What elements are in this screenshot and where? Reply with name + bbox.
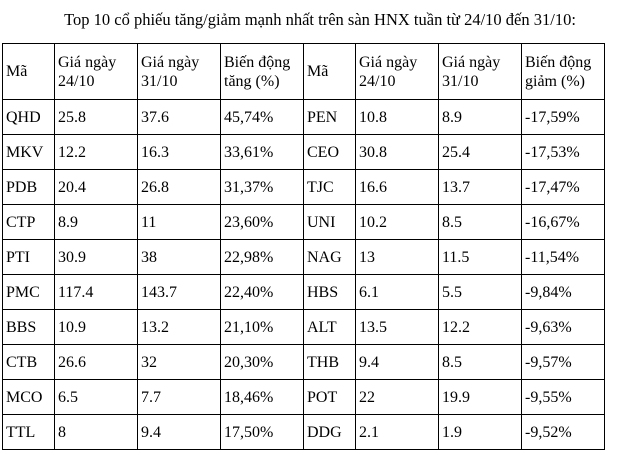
gainer-change: 17,50% [221, 415, 304, 450]
loser-price-2410: 22 [356, 380, 439, 415]
table-row [3, 170, 605, 205]
gainer-price-3110: 7.7 [138, 380, 221, 415]
gainer-code: TTL [3, 415, 55, 450]
loser-change: -17,47% [522, 170, 605, 205]
gainer-price-2410: 26.6 [55, 345, 138, 380]
loser-price-3110: 12.2 [439, 310, 522, 345]
header-price-3110-gainers: Giá ngày 31/10 [138, 44, 221, 100]
gainer-price-2410: 20.4 [55, 170, 138, 205]
gainer-price-2410: 117.4 [55, 275, 138, 310]
gainer-price-3110: 11 [138, 205, 221, 240]
table-row [3, 310, 605, 345]
stock-table [2, 43, 605, 450]
loser-change: -9,52% [522, 415, 605, 450]
loser-change: -17,53% [522, 135, 605, 170]
header-code-gainers: Mã [3, 44, 55, 100]
gainer-price-2410: 12.2 [55, 135, 138, 170]
loser-code: CEO [304, 135, 356, 170]
gainer-price-3110: 26.8 [138, 170, 221, 205]
loser-price-3110: 1.9 [439, 415, 522, 450]
gainer-code: MCO [3, 380, 55, 415]
loser-price-2410: 16.6 [356, 170, 439, 205]
loser-change: -9,57% [522, 345, 605, 380]
loser-price-3110: 25.4 [439, 135, 522, 170]
header-change-down: Biến động giảm (%) [522, 44, 605, 100]
gainer-code: CTP [3, 205, 55, 240]
loser-change: -9,63% [522, 310, 605, 345]
table-row [3, 240, 605, 275]
gainer-price-2410: 25.8 [55, 100, 138, 135]
table-header-row [3, 44, 605, 100]
gainer-code: PDB [3, 170, 55, 205]
loser-code: DDG [304, 415, 356, 450]
header-code-losers: Mã [304, 44, 356, 100]
loser-code: NAG [304, 240, 356, 275]
loser-code: ALT [304, 310, 356, 345]
header-change-up: Biến động tăng (%) [221, 44, 304, 100]
loser-change: -9,84% [522, 275, 605, 310]
loser-change: -17,59% [522, 100, 605, 135]
gainer-code: PMC [3, 275, 55, 310]
gainer-price-3110: 16.3 [138, 135, 221, 170]
loser-code: UNI [304, 205, 356, 240]
table-row [3, 345, 605, 380]
gainer-change: 21,10% [221, 310, 304, 345]
loser-price-3110: 11.5 [439, 240, 522, 275]
loser-price-3110: 8.5 [439, 205, 522, 240]
loser-price-2410: 9.4 [356, 345, 439, 380]
gainer-price-2410: 8.9 [55, 205, 138, 240]
loser-price-2410: 2.1 [356, 415, 439, 450]
loser-price-2410: 6.1 [356, 275, 439, 310]
gainer-price-2410: 6.5 [55, 380, 138, 415]
gainer-price-3110: 38 [138, 240, 221, 275]
header-price-3110-losers: Giá ngày 31/10 [439, 44, 522, 100]
gainer-price-3110: 13.2 [138, 310, 221, 345]
gainer-code: BBS [3, 310, 55, 345]
gainer-price-3110: 143.7 [138, 275, 221, 310]
loser-code: PEN [304, 100, 356, 135]
gainer-code: PTI [3, 240, 55, 275]
loser-code: HBS [304, 275, 356, 310]
gainer-price-2410: 30.9 [55, 240, 138, 275]
gainer-price-2410: 10.9 [55, 310, 138, 345]
table-row [3, 380, 605, 415]
loser-price-2410: 30.8 [356, 135, 439, 170]
loser-price-2410: 13 [356, 240, 439, 275]
gainer-change: 18,46% [221, 380, 304, 415]
gainer-change: 33,61% [221, 135, 304, 170]
gainer-change: 20,30% [221, 345, 304, 380]
gainer-change: 22,40% [221, 275, 304, 310]
table-row [3, 275, 605, 310]
loser-code: THB [304, 345, 356, 380]
loser-price-3110: 5.5 [439, 275, 522, 310]
loser-price-3110: 8.5 [439, 345, 522, 380]
table-row [3, 205, 605, 240]
table-row [3, 100, 605, 135]
gainer-price-3110: 37.6 [138, 100, 221, 135]
loser-price-3110: 19.9 [439, 380, 522, 415]
table-row [3, 135, 605, 170]
loser-code: TJC [304, 170, 356, 205]
loser-price-3110: 8.9 [439, 100, 522, 135]
loser-change: -16,67% [522, 205, 605, 240]
table-row [3, 415, 605, 450]
loser-change: -9,55% [522, 380, 605, 415]
loser-price-2410: 10.2 [356, 205, 439, 240]
gainer-code: CTB [3, 345, 55, 380]
gainer-price-3110: 9.4 [138, 415, 221, 450]
loser-change: -11,54% [522, 240, 605, 275]
gainer-price-2410: 8 [55, 415, 138, 450]
gainer-price-3110: 32 [138, 345, 221, 380]
header-price-2410-losers: Giá ngày 24/10 [356, 44, 439, 100]
loser-price-2410: 13.5 [356, 310, 439, 345]
loser-price-3110: 13.7 [439, 170, 522, 205]
gainer-code: MKV [3, 135, 55, 170]
gainer-change: 23,60% [221, 205, 304, 240]
loser-code: POT [304, 380, 356, 415]
header-price-2410-gainers: Giá ngày 24/10 [55, 44, 138, 100]
loser-price-2410: 10.8 [356, 100, 439, 135]
gainer-change: 31,37% [221, 170, 304, 205]
page-title: Top 10 cổ phiếu tăng/giảm mạnh nhất trên sàn HNX tuần từ 24/10 đến 31/10: [64, 10, 576, 29]
gainer-change: 45,74% [221, 100, 304, 135]
gainer-change: 22,98% [221, 240, 304, 275]
gainer-code: QHD [3, 100, 55, 135]
